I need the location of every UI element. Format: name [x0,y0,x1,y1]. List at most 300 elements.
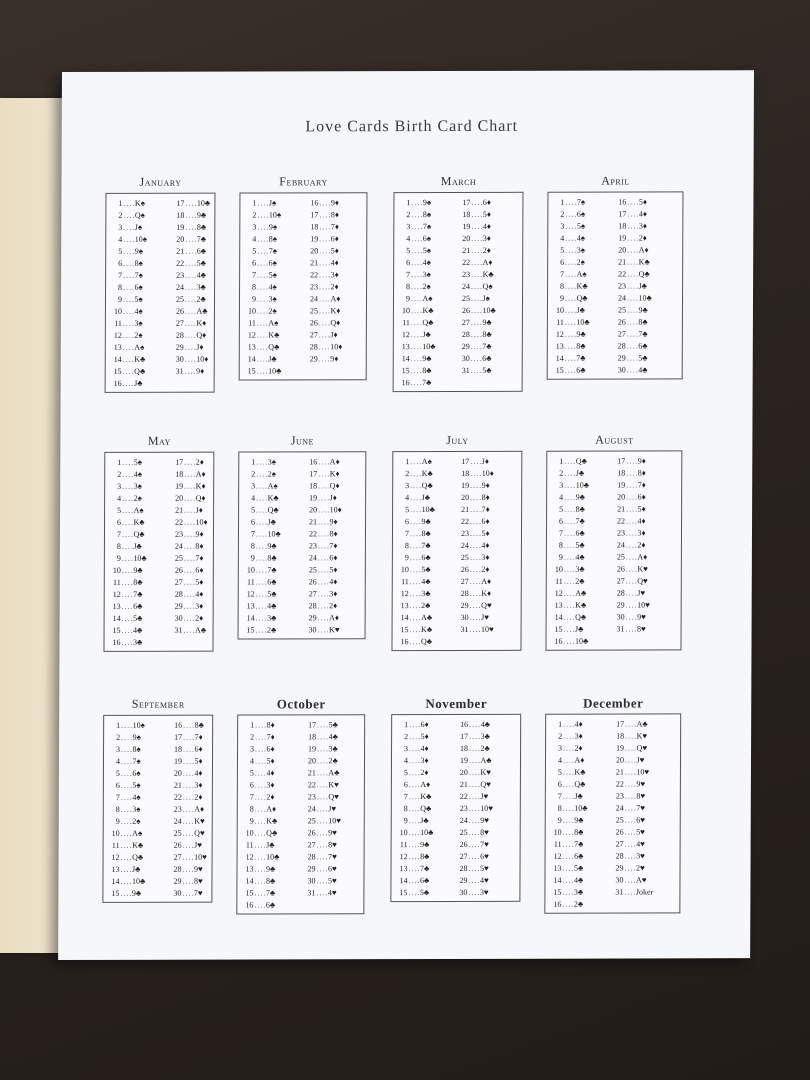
leader-dots: . . . . [122,354,134,364]
day-entry [458,305,496,316]
leader-dots: . . . . [254,888,265,898]
day-entry [397,552,431,563]
leader-dots: . . . . [471,233,482,243]
day-entry [109,565,143,576]
day-entry [110,210,145,221]
day-entry [456,719,490,730]
birth-card: 2♦ [194,792,203,802]
leader-dots: . . . . [627,209,638,219]
day-number: 28 [615,851,624,861]
day-number: 23 [308,541,317,551]
day-number: 29 [309,354,318,364]
leader-dots: . . . . [562,767,574,777]
leader-dots: . . . . [317,732,328,742]
day-number: 26 [615,827,624,837]
day-number: 10 [245,828,254,838]
birth-card: Q♣ [134,366,146,376]
leader-dots: . . . . [183,732,194,742]
day-number: 30 [616,612,625,622]
day-number: 23 [307,792,316,802]
day-entry [172,318,206,329]
day-entry [458,221,491,232]
day-number: 14 [246,613,255,623]
day-number: 5 [557,767,562,777]
day-entry [456,731,490,742]
leader-dots: . . . . [184,342,196,352]
birth-card: K♥ [637,564,648,574]
day-entry [306,317,340,328]
birth-card: 4♣ [133,625,143,635]
day-entry [170,780,203,791]
day-entry [242,791,275,802]
day-number: 20 [176,234,185,244]
birth-card: 9♥ [480,815,490,825]
birth-card: 6♦ [482,197,492,207]
day-entry [551,564,585,575]
birth-card: A♠ [132,828,143,838]
birth-card: 5♦ [481,528,490,538]
leader-dots: . . . . [121,744,132,754]
leader-dots: . . . . [408,816,420,826]
leader-dots: . . . . [185,234,196,244]
day-number: 22 [459,791,468,801]
day-number: 9 [403,816,408,826]
day-entry [303,887,336,898]
leader-dots: . . . . [183,601,195,611]
day-entry [551,540,585,551]
leader-dots: . . . . [409,720,420,730]
day-number: 24 [307,804,316,814]
birth-card: J♣ [575,468,585,478]
leader-dots: . . . . [257,246,268,256]
leader-dots: . . . . [469,576,481,586]
day-entry [110,198,145,209]
day-entry [243,576,277,587]
day-entry [108,792,141,803]
leader-dots: . . . . [319,210,330,220]
birth-card: 8♣ [133,577,143,587]
day-number: 5 [403,768,408,778]
leader-dots: . . . . [408,756,420,766]
day-entry [397,492,430,503]
day-entry [550,851,584,862]
day-number: 10 [112,565,121,575]
birth-card: A♦ [194,804,205,814]
birth-card: 8♠ [268,234,278,244]
day-entry [552,341,586,352]
birth-card: Q♥ [481,600,492,610]
birth-card: 10♥ [480,803,494,813]
leader-dots: . . . . [411,210,422,220]
day-number: 1 [405,457,410,467]
day-entry [457,528,490,539]
day-entry [398,353,432,364]
birth-card: 2♠ [132,816,141,826]
day-number: 22 [615,779,624,789]
birth-card: A♦ [330,294,341,304]
day-number: 13 [553,863,562,873]
leader-dots: . . . . [255,601,267,611]
day-entry [398,197,431,208]
day-number: 18 [617,468,626,478]
leader-dots: . . . . [122,330,134,340]
leader-dots: . . . . [410,294,422,304]
birth-card: 3♦ [266,780,275,790]
day-number: 9 [557,815,562,825]
day-entry [243,480,278,491]
birth-card: Q♠ [134,210,145,220]
day-entry [397,612,433,623]
day-number: 6 [405,517,410,527]
day-entry [457,468,494,479]
day-entry [109,493,142,504]
day-entry [614,220,647,231]
day-entry [613,587,645,598]
day-number: 8 [404,541,409,551]
day-number: 20 [310,246,319,256]
leader-dots: . . . . [468,875,479,885]
day-entry [398,209,431,220]
day-number: 25 [616,552,625,562]
leader-dots: . . . . [625,600,637,610]
day-entry [170,804,204,815]
day-number: 31 [174,625,183,635]
leader-dots: . . . . [626,516,637,526]
birth-card: J♣ [420,816,429,826]
day-entry [613,503,646,514]
leader-dots: . . . . [471,257,482,267]
day-entry [550,743,583,754]
birth-card: 7♣ [638,329,648,339]
day-number: 29 [173,876,182,886]
day-number: 31 [175,366,184,376]
birth-card: 2♣ [575,576,585,586]
day-entry [304,743,338,754]
day-number: 17 [616,719,625,729]
leader-dots: . . . . [182,840,194,850]
birth-card: 6♠ [268,258,277,268]
leader-dots: . . . . [254,828,266,838]
day-number: 18 [618,221,627,231]
day-number: 9 [559,293,565,303]
leader-dots: . . . . [409,565,421,575]
leader-dots: . . . . [318,330,330,340]
day-entry [109,481,142,492]
day-number: 8 [250,541,255,551]
day-entry [171,457,204,468]
leader-dots: . . . . [626,353,638,363]
day-number: 26 [174,565,183,575]
day-number: 3 [252,222,257,232]
day-number: 27 [459,851,468,861]
day-entry [244,257,277,268]
day-entry [613,479,646,490]
month-name: October [276,696,326,712]
birth-card: 5♥ [480,863,489,873]
day-entry [109,529,145,540]
day-entry [614,328,648,339]
day-number: 14 [112,613,121,623]
month-name: January [139,174,182,189]
day-entry [243,552,277,563]
birth-card: K♣ [575,600,587,610]
day-number: 29 [460,600,469,610]
birth-card: 2♠ [576,257,585,267]
day-number: 11 [401,577,409,587]
leader-dots: . . . . [123,270,134,280]
birth-card: 3♣ [480,731,490,741]
birth-card: 8♣ [421,529,431,539]
birth-card: 2♥ [636,863,645,873]
birth-card: 10♣ [421,505,435,515]
leader-dots: . . . . [563,743,574,753]
day-number: 25 [307,816,316,826]
leader-dots: . . . . [563,540,575,550]
day-number: 13 [112,601,121,611]
day-entry [242,731,275,742]
day-entry [458,365,492,376]
leader-dots: . . . . [317,720,328,730]
birth-card: 7♠ [268,246,277,256]
day-number: 17 [176,198,185,208]
leader-dots: . . . . [562,815,574,825]
day-entry [550,791,583,802]
day-number: 8 [406,282,411,292]
leader-dots: . . . . [185,210,196,220]
day-number: 8 [118,282,123,292]
day-entry [110,306,143,317]
leader-dots: . . . . [122,517,133,527]
leader-dots: . . . . [183,529,195,539]
leader-dots: . . . . [469,624,481,634]
birth-card: 6♦ [637,492,646,502]
birth-card: J♠ [134,222,143,232]
day-number: 24 [173,816,182,826]
birth-card: 10♥ [328,816,342,826]
day-entry [172,210,206,221]
leader-dots: . . . . [627,221,638,231]
birth-card: J♦ [330,330,338,340]
day-entry [172,342,204,353]
birth-card: 3♦ [420,756,429,766]
leader-dots: . . . . [564,317,576,327]
birth-card: 2♦ [481,564,490,574]
day-entry [110,222,142,233]
day-entry [549,887,583,898]
leader-dots: . . . . [256,354,268,364]
day-entry [550,767,586,778]
leader-dots: . . . . [316,780,328,790]
day-entry [396,779,430,790]
day-entry [243,588,277,599]
birth-card: 3♠ [133,481,142,491]
birth-card: 7♠ [422,222,432,232]
leader-dots: . . . . [120,804,132,814]
day-entry [396,767,429,778]
day-number: 9 [404,553,409,563]
leader-dots: . . . . [120,756,132,766]
day-number: 20 [462,233,471,243]
day-entry [550,719,583,730]
month-card-list [105,193,216,393]
leader-dots: . . . . [184,354,196,364]
day-entry [109,517,145,528]
day-number: 19 [176,222,185,232]
leader-dots: . . . . [565,269,576,279]
day-number: 15 [553,887,562,897]
day-entry [243,540,277,551]
leader-dots: . . . . [254,876,265,886]
day-entry [397,588,431,599]
day-number: 10 [401,306,410,316]
birth-card: A♦ [482,257,493,267]
day-entry [612,790,645,801]
day-number: 16 [618,197,627,207]
leader-dots: . . . . [122,378,134,388]
birth-card: 6♥ [480,851,489,861]
leader-dots: . . . . [563,588,575,598]
day-entry [170,744,203,755]
day-number: 30 [174,613,183,623]
birth-card: 8♠ [134,258,143,268]
day-entry [612,754,644,765]
day-entry [172,366,205,377]
birth-card: A♠ [421,457,432,467]
day-entry [614,256,650,267]
birth-card: Q♣ [421,481,433,491]
leader-dots: . . . . [565,221,576,231]
day-number: 19 [462,221,471,231]
day-number: 16 [113,378,122,388]
leader-dots: . . . . [625,540,637,550]
leader-dots: . . . . [254,840,266,850]
leader-dots: . . . . [185,198,196,208]
leader-dots: . . . . [409,589,421,599]
birth-card: 7♦ [329,541,338,551]
day-entry [110,282,143,293]
day-number: 14 [399,876,408,886]
leader-dots: . . . . [122,481,133,491]
leader-dots: . . . . [256,294,268,304]
leader-dots: . . . . [317,565,329,575]
day-number: 19 [617,480,626,490]
leader-dots: . . . . [562,851,574,861]
day-number: 14 [247,354,256,364]
day-number: 5 [249,768,254,778]
birth-card: A♠ [576,269,587,279]
leader-dots: . . . . [468,863,480,873]
day-entry [304,839,337,850]
birth-card: 9♣ [575,492,585,502]
birth-card: 8♥ [637,624,646,634]
day-number: 15 [401,366,410,376]
leader-dots: . . . . [410,366,422,376]
birth-card: 3♦ [330,270,339,280]
birth-card: 2♠ [267,469,277,479]
birth-card: A♦ [266,804,277,814]
leader-dots: . . . . [316,876,327,886]
leader-dots: . . . . [471,197,482,207]
birth-card: 6♣ [421,553,431,563]
leader-dots: . . . . [470,293,482,303]
leader-dots: . . . . [256,505,267,515]
leader-dots: . . . . [470,492,481,502]
leader-dots: . . . . [468,791,480,801]
leader-dots: . . . . [409,732,420,742]
day-number: 23 [176,270,185,280]
birth-card: Q♣ [422,318,434,328]
day-number: 23 [460,528,470,538]
day-entry [244,221,277,232]
day-entry [171,625,207,636]
day-number: 10 [113,306,122,316]
birth-card: Q♠ [482,281,493,291]
leader-dots: . . . . [410,342,422,352]
day-number: 7 [249,792,254,802]
birth-card: A♣ [421,613,433,623]
leader-dots: . . . . [183,720,194,730]
leader-dots: . . . . [257,270,268,280]
leader-dots: . . . . [122,318,134,328]
leader-dots: . . . . [257,234,268,244]
day-number: 23 [459,803,468,813]
day-number: 6 [251,517,256,527]
day-number: 22 [176,258,185,268]
leader-dots: . . . . [254,864,266,874]
day-number: 2 [406,210,411,220]
day-number: 22 [307,780,316,790]
birth-card: 8♠ [422,210,432,220]
day-entry [397,504,435,515]
leader-dots: . . . . [624,791,636,801]
day-entry [243,600,277,611]
day-number: 5 [117,505,122,515]
day-entry [306,269,339,280]
month-name: November [425,695,488,712]
day-number: 20 [459,767,468,777]
leader-dots: . . . . [316,864,328,874]
day-entry [457,480,490,491]
leader-dots: . . . . [564,353,576,363]
leader-dots: . . . . [410,469,421,479]
day-entry [551,456,587,467]
day-entry [456,791,488,802]
leader-dots: . . . . [627,281,638,291]
birth-card: 3♦ [574,731,583,741]
leader-dots: . . . . [469,743,480,753]
leader-dots: . . . . [410,517,421,527]
day-number: 8 [557,803,562,813]
day-number: 9 [251,294,257,304]
day-entry [398,269,431,280]
month-name: December [583,695,644,711]
day-number: 3 [405,481,410,491]
leader-dots: . . . . [471,245,482,255]
leader-dots: . . . . [469,588,481,598]
day-entry [398,329,431,340]
month-december [544,695,681,935]
birth-card: Q♥ [637,576,648,586]
day-number: 10 [246,565,255,575]
leader-dots: . . . . [122,306,134,316]
day-number: 4 [560,233,565,243]
birth-card: 2♣ [267,625,277,635]
leader-dots: . . . . [319,234,330,244]
leader-dots: . . . . [120,792,132,802]
birth-card: 4♥ [479,875,489,885]
birth-card: 7♠ [132,756,141,766]
day-number: 12 [245,852,254,862]
